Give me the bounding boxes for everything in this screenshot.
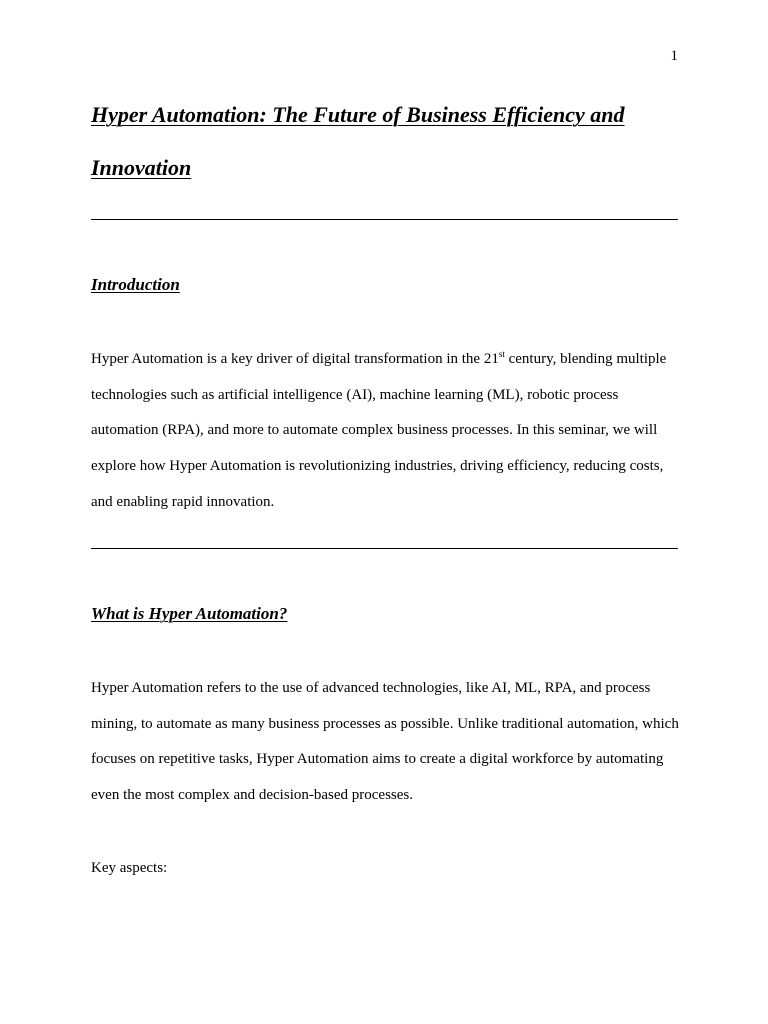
horizontal-divider: [91, 219, 678, 220]
document-title-text: Hyper Automation: The Future of Business Efficiency and Innovation: [91, 102, 625, 180]
introduction-text-end: century, blending multiple technologies such as artificial intelligence (AI), machine learning (ML), robotic process automation (RPA), and more to automate complex business processes. In this seminar, we will explore how Hyper Automation is revolutionizing industries, driving efficiency, reducing costs, and enabling rapid innovation.: [91, 351, 667, 510]
section-heading-text: Introduction: [91, 275, 180, 294]
page-number: 1: [670, 48, 678, 64]
section-heading-text: What is Hyper Automation?: [91, 604, 288, 623]
introduction-paragraph: [91, 342, 681, 521]
section-heading-introduction: [91, 275, 180, 295]
section-heading-what-is-hyper-automation: [91, 604, 287, 624]
key-aspects-label: Key aspects:: [91, 860, 168, 876]
document-title: [91, 88, 681, 194]
horizontal-divider: [91, 548, 678, 549]
ordinal-suffix: st: [498, 349, 505, 359]
introduction-text-start: Hyper Automation is a key driver of digital transformation in the 21: [91, 351, 499, 367]
definition-paragraph: Hyper Automation refers to the use of advanced technologies, like AI, ML, RPA, and process mining, to automate as many business processes as possible. Unlike traditional automation, which focuses on repetitive tasks, Hyper Automation aims to create a digital workforce by automating even the most complex and decision-based processes.: [91, 680, 679, 804]
